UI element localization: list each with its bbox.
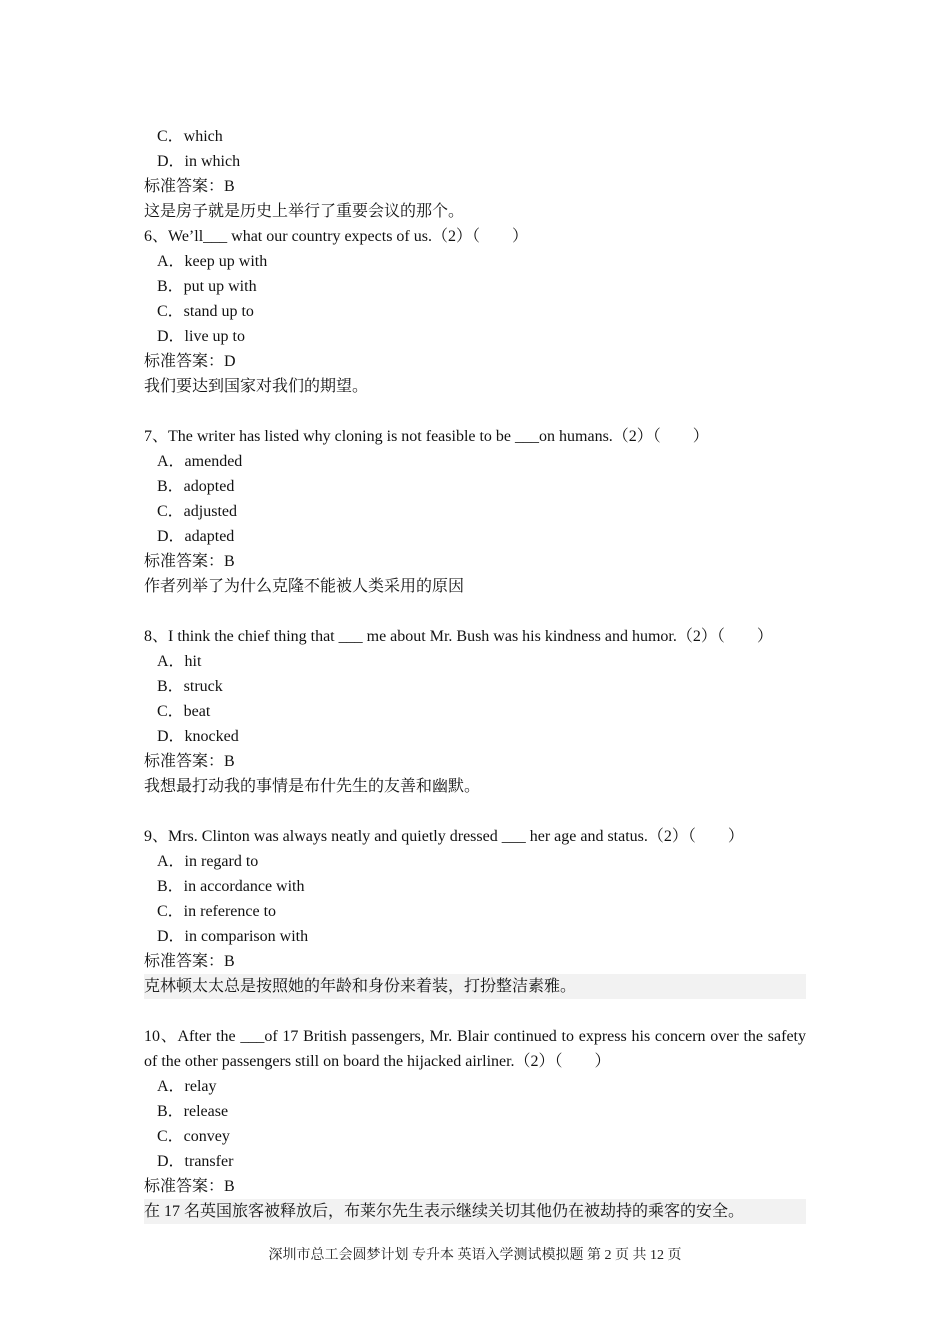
option-d: D．live up to [157, 328, 245, 345]
question-6 [144, 224, 806, 399]
spacer [144, 799, 806, 824]
option-c: C．convey [157, 1128, 230, 1145]
spacer [144, 399, 806, 424]
question-10 [144, 1024, 806, 1224]
spacer [144, 999, 806, 1024]
option-c: C．beat [157, 703, 211, 720]
translation: 克林顿太太总是按照她的年龄和身份来着装，打扮整洁素雅。 [144, 974, 806, 999]
question-stem: 8、I think the chief thing that ___ me about Mr. Bush was his kindness and humor.（2）（ ） [144, 628, 773, 645]
option-a: A．keep up with [157, 253, 268, 270]
answer: 标准答案：B [144, 753, 235, 770]
question-8 [144, 624, 806, 799]
question-7 [144, 424, 806, 599]
option-a: A．relay [157, 1078, 217, 1095]
option-d: D．adapted [157, 528, 235, 545]
option-b: B．in accordance with [157, 878, 305, 895]
answer: 标准答案：D [144, 353, 236, 370]
q5-option-c: C．which [157, 128, 223, 145]
option-a: A．amended [157, 453, 243, 470]
question-stem: 10、After the ___of 17 British passengers, Mr. Blair continued to express his concern over the safety of the other passengers still on board the hijacked airliner.（2）（ ） [144, 1028, 806, 1070]
question-9 [144, 824, 806, 999]
option-c: C．in reference to [157, 903, 277, 920]
page-footer: 深圳市总工会圆梦计划 专升本 英语入学测试模拟题 第 2 页 共 12 页 [268, 1248, 682, 1263]
translation: 作者列举了为什么克隆不能被人类采用的原因 [144, 578, 465, 595]
option-d: D．transfer [157, 1153, 234, 1170]
answer: 标准答案：B [144, 553, 235, 570]
q5-option-d: D．in which [157, 153, 241, 170]
option-b: B．struck [157, 678, 223, 695]
answer: 标准答案：B [144, 953, 235, 970]
option-b: B．put up with [157, 278, 257, 295]
option-b: B．release [157, 1103, 229, 1120]
option-b: B．adopted [157, 478, 235, 495]
option-c: C．stand up to [157, 303, 254, 320]
question-stem: 9、Mrs. Clinton was always neatly and quietly dressed ___ her age and status.（2）（ ） [144, 828, 744, 845]
option-c: C．adjusted [157, 503, 237, 520]
option-d: D．in comparison with [157, 928, 309, 945]
spacer [144, 599, 806, 624]
question-content [144, 124, 806, 1224]
option-a: A．in regard to [157, 853, 259, 870]
answer: 标准答案：B [144, 1178, 235, 1195]
question-stem: 7、The writer has listed why cloning is not feasible to be ___on humans.（2）（ ） [144, 428, 709, 445]
translation: 我们要达到国家对我们的期望。 [144, 378, 369, 395]
translation: 在 17 名英国旅客被释放后，布莱尔先生表示继续关切其他仍在被劫持的乘客的安全。 [144, 1199, 806, 1224]
q5-translation: 这是房子就是历史上举行了重要会议的那个。 [144, 203, 465, 220]
option-d: D．knocked [157, 728, 239, 745]
q5-answer: 标准答案：B [144, 178, 235, 195]
translation: 我想最打动我的事情是布什先生的友善和幽默。 [144, 778, 481, 795]
option-a: A．hit [157, 653, 202, 670]
question-stem: 6、We’ll___ what our country expects of us.（2）（ ） [144, 228, 528, 245]
